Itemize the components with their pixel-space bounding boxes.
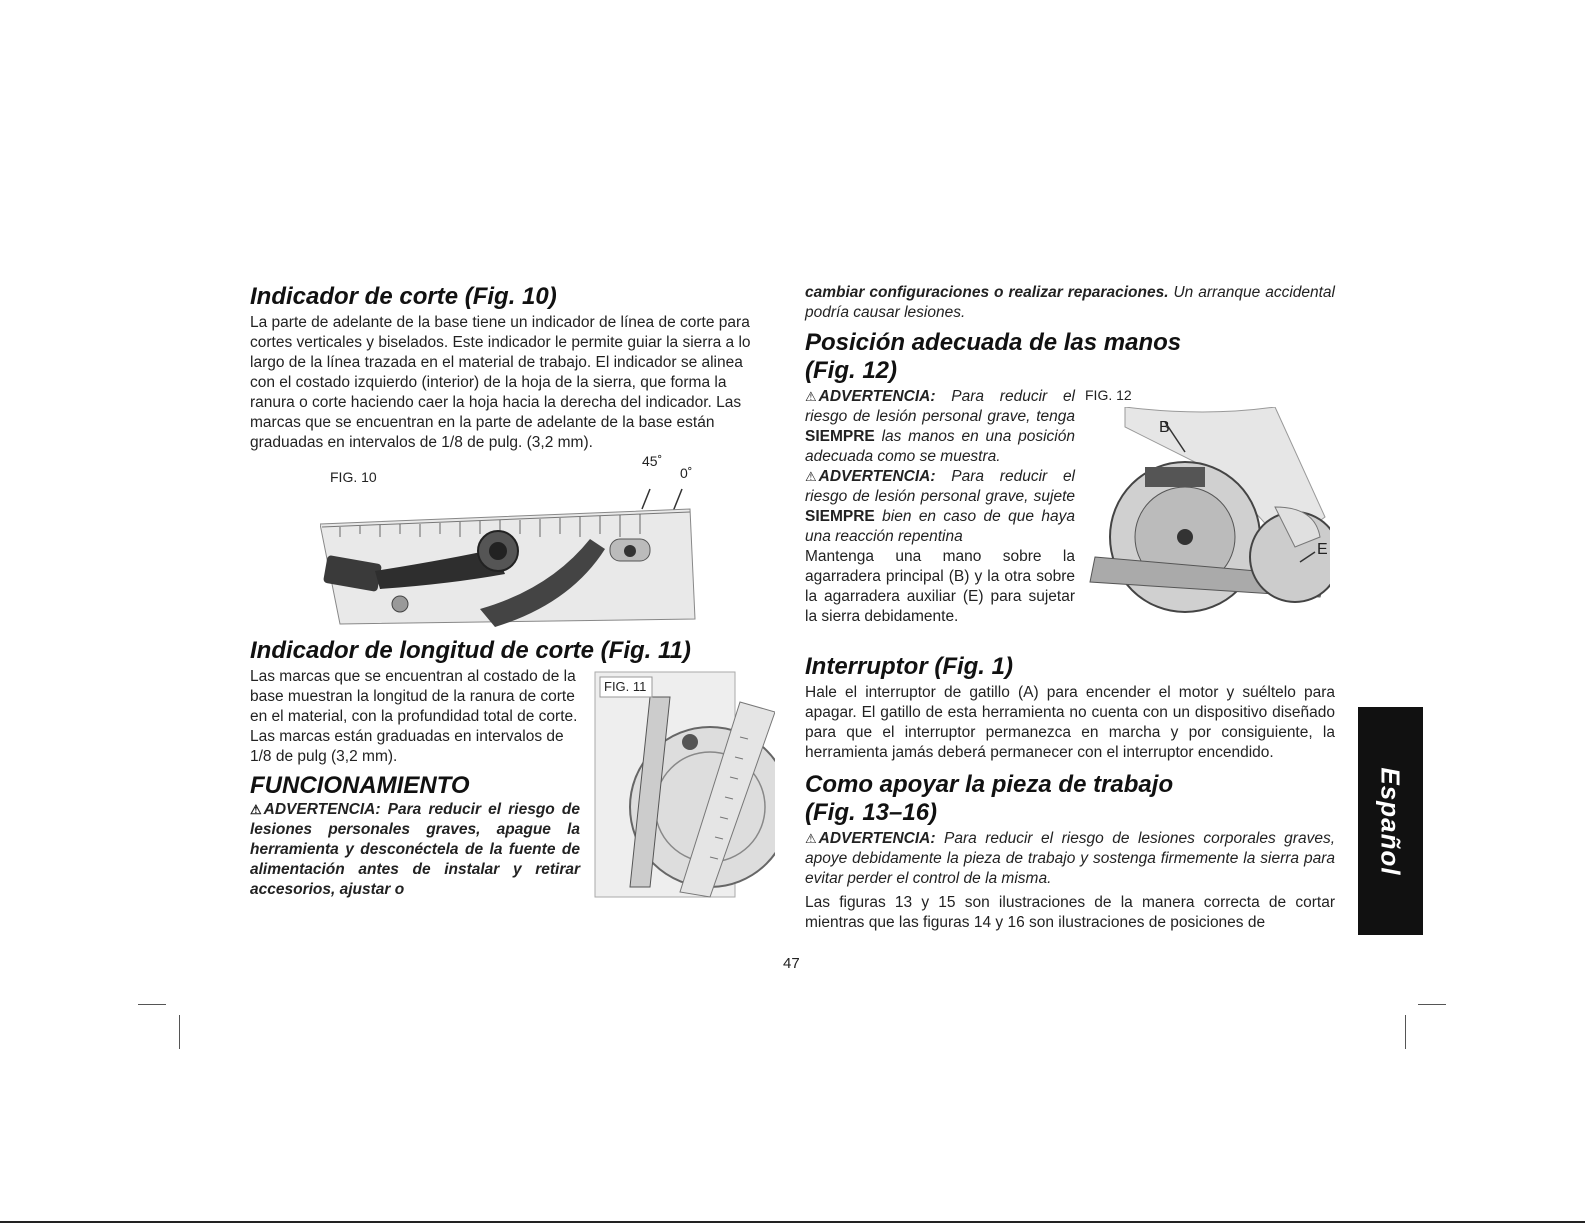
warning-posicion-2: ⚠ ADVERTENCIA: Para reducir el riesgo de lesión personal grave, sujete SIEMPRE bien en caso de que haya una reacción repentina [805,468,1076,545]
warning-icon: ⚠ [805,831,817,846]
warning-continuation: cambiar configuraciones o realizar reparaciones. Un arranque accidental podría causar lesiones. [805,284,1335,321]
warning-posicion-1: ⚠ ADVERTENCIA: Para reducir el riesgo de lesión personal grave, tenga SIEMPRE las manos en una posición adecuada como se muestra. [805,388,1076,465]
left-column [250,283,770,927]
warning-icon: ⚠ [805,469,817,484]
section-longitud [250,667,770,927]
figure-10-label: FIG. 10 [330,469,377,485]
figure-10-angle-45: 45˚ [642,453,663,469]
warning-icon: ⚠ [805,389,817,404]
figure-12-callout-e: E [1317,541,1328,558]
page-number: 47 [783,955,800,972]
warning-funcionamiento: ⚠ ADVERTENCIA: Para reducir el riesgo de lesiones personales graves, apague la herramienta y desconéctela de la fuente de alimentación antes de instalar y retirar accesorios, ajustar o [250,801,580,898]
paragraph-interruptor: Hale el interruptor de gatillo (A) para encender el motor y suéltelo para apagar. El gatillo de esta herramienta no cuenta con un dispositivo diseñado para que el interruptor permanezca en marcha y por consiguiente, la herramienta jamás deberá permanecer con el interruptor encendido. [805,684,1335,761]
figure-11 [590,667,775,902]
crop-mark-left-vertical [179,1015,180,1049]
paragraph-como-apoyar: Las figuras 13 y 15 son ilustraciones de la manera correcta de cortar mientras que las figuras 14 y 16 son ilustraciones de posiciones de [805,894,1335,931]
warning-como-apoyar: ⚠ ADVERTENCIA: Para reducir el riesgo de lesiones corporales graves, apoye debidamente la pieza de trabajo y sostenga firmemente la sierra para evitar perder el control de la misma. [805,830,1335,887]
figure-12-callout-b: B [1159,419,1170,436]
heading-funcionamiento: FUNCIONAMIENTO [250,772,470,799]
heading-posicion-manos: Posición adecuada de las manos (Fig. 12) [805,329,1182,384]
crop-mark-right-horizontal [1418,1004,1446,1005]
crop-mark-left-horizontal [138,1004,166,1005]
figure-12-label: FIG. 12 [1085,387,1132,403]
warning-icon: ⚠ [250,802,262,817]
bottom-border-line [0,1221,1585,1223]
section-posicion-manos [805,387,1335,657]
figure-10 [250,453,770,629]
paragraph-indicador-de-corte: La parte de adelante de la base tiene un indicador de línea de corte para cortes verticales y biselados. Este indicador le permite guiar la sierra a lo largo de la línea trazada en el material de trabajo. El indicador se alinea con el costado izquierdo (interior) de la hoja de la sierra, que forma la ranura o corte haciendo caer la hoja hacia la derecha del indicador. Las marcas que se encuentran en la parte de adelante de la base están graduadas en intervalos de 1/8 de pulg. (3,2 mm). [250,314,751,451]
paragraph-posicion-manos: Mantenga una mano sobre la agarradera principal (B) y la otra sobre la agarradera auxiliar (E) para sujetar la sierra debidamente. [805,548,1075,625]
heading-como-apoyar: Como apoyar la pieza de trabajo (Fig. 13–16) [805,771,1174,826]
paragraph-indicador-de-longitud: Las marcas que se encuentran al costado de la base muestran la longitud de la ranura de corte en el material, con la profundidad total de corte. Las marcas están graduadas en intervalos de 1/8 de pulg (3,2 mm). [250,668,578,765]
figure-10-angle-0: 0˚ [680,465,693,481]
right-column [805,283,1335,933]
figure-10-illustration [320,479,720,629]
heading-interruptor: Interruptor (Fig. 1) [805,653,1013,680]
language-tab-label: Español [1376,766,1407,876]
heading-indicador-de-corte: Indicador de corte (Fig. 10) [250,283,557,310]
heading-indicador-de-longitud: Indicador de longitud de corte (Fig. 11) [250,637,691,664]
figure-12 [1085,387,1330,622]
figure-11-label: FIG. 11 [604,679,647,694]
language-tab [1358,707,1423,935]
figure-11-illustration [590,667,775,902]
crop-mark-right-vertical [1405,1015,1406,1049]
figure-12-illustration [1085,407,1330,622]
